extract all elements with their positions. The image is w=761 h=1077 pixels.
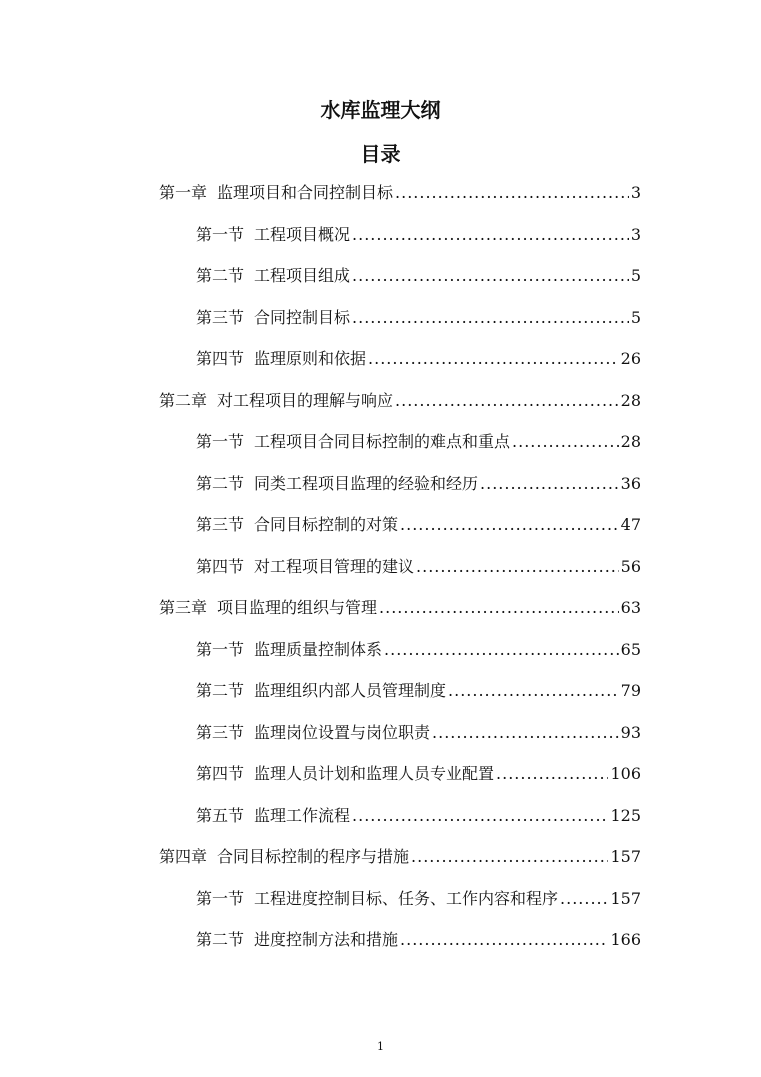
- toc-entry-page: 5: [630, 266, 641, 285]
- toc-entry-title: 同类工程项目监理的经验和经历: [254, 474, 479, 493]
- toc-entry-label: 第三节: [196, 308, 245, 327]
- toc-dot-leader: [400, 927, 608, 953]
- toc-entry-label: 第四节: [196, 557, 245, 576]
- document-title: 水库监理大纲: [320, 98, 441, 122]
- toc-dot-leader: [432, 720, 619, 746]
- toc-entry-label: 第五节: [196, 806, 245, 825]
- toc-entry-title: 监理人员计划和监理人员专业配置: [254, 764, 495, 783]
- toc-entry-section[interactable]: [196, 222, 641, 248]
- toc-entry-section[interactable]: [196, 554, 641, 580]
- toc-entry-title: 项目监理的组织与管理: [217, 598, 378, 617]
- toc-dot-leader: [368, 346, 619, 372]
- toc-entry-title: 监理项目和合同控制目标: [217, 183, 394, 202]
- toc-dot-leader: [384, 637, 619, 663]
- toc-entry-section[interactable]: [196, 429, 641, 455]
- toc-entry-label: 第二章: [159, 391, 208, 410]
- toc-entry-section[interactable]: [196, 927, 641, 953]
- toc-entry-page: 65: [620, 640, 641, 659]
- toc-entry-page: 125: [610, 806, 641, 825]
- toc-dot-leader: [379, 595, 619, 621]
- toc-entry-section[interactable]: [196, 886, 641, 912]
- toc-entry-title: 合同控制目标: [254, 308, 351, 327]
- toc-entry-title: 进度控制方法和措施: [254, 930, 399, 949]
- toc-dot-leader: [395, 388, 619, 414]
- toc-entry-section[interactable]: [196, 803, 641, 829]
- toc-dot-leader: [512, 429, 619, 455]
- toc-entry-section[interactable]: [196, 512, 641, 538]
- toc-entry-page: 79: [620, 681, 641, 700]
- toc-entry-page: 157: [610, 889, 641, 908]
- toc-entry-label: 第二节: [196, 266, 245, 285]
- toc-entry-label: 第二节: [196, 474, 245, 493]
- toc-entry-page: 63: [620, 598, 641, 617]
- toc-entry-label: 第一节: [196, 889, 245, 908]
- toc-entry-page: 3: [630, 225, 641, 244]
- toc-entry-label: 第四节: [196, 764, 245, 783]
- toc-entry-chapter[interactable]: [159, 844, 641, 870]
- toc-entry-page: 56: [620, 557, 641, 576]
- toc-entry-label: 第三章: [159, 598, 208, 617]
- toc-entry-section[interactable]: [196, 637, 641, 663]
- toc-entry-page: 28: [620, 432, 641, 451]
- toc-entry-title: 监理组织内部人员管理制度: [254, 681, 447, 700]
- toc-entry-page: 47: [620, 515, 641, 534]
- toc-dot-leader: [352, 305, 629, 331]
- toc-entry-page: 93: [620, 723, 641, 742]
- toc-entry-label: 第一节: [196, 640, 245, 659]
- toc-entry-title: 对工程项目的理解与响应: [217, 391, 394, 410]
- toc-entry-title: 监理岗位设置与岗位职责: [254, 723, 431, 742]
- toc-entry-label: 第一节: [196, 225, 245, 244]
- toc-dot-leader: [448, 678, 619, 704]
- toc-dot-leader: [400, 512, 619, 538]
- toc-dot-leader: [352, 263, 629, 289]
- toc-entry-title: 监理工作流程: [254, 806, 351, 825]
- toc-dot-leader: [352, 222, 629, 248]
- toc-entry-title: 工程进度控制目标、任务、工作内容和程序: [254, 889, 559, 908]
- toc-entry-section[interactable]: [196, 471, 641, 497]
- toc-dot-leader: [411, 844, 608, 870]
- toc-entry-title: 监理质量控制体系: [254, 640, 383, 659]
- toc-entry-chapter[interactable]: [159, 180, 641, 206]
- toc-entry-page: 106: [610, 764, 641, 783]
- toc-entry-page: 157: [610, 847, 641, 866]
- toc-entry-label: 第一节: [196, 432, 245, 451]
- toc-entry-page: 28: [620, 391, 641, 410]
- toc-entry-section[interactable]: [196, 346, 641, 372]
- toc-dot-leader: [352, 803, 608, 829]
- toc-entry-section[interactable]: [196, 761, 641, 787]
- toc-entry-page: 166: [610, 930, 641, 949]
- toc-entry-label: 第四章: [159, 847, 208, 866]
- page-number: 1: [377, 1040, 384, 1053]
- toc-entry-title: 对工程项目管理的建议: [254, 557, 415, 576]
- toc-entry-label: 第三节: [196, 723, 245, 742]
- toc-entry-label: 第一章: [159, 183, 208, 202]
- toc-entry-label: 第二节: [196, 930, 245, 949]
- toc-entry-title: 合同目标控制的对策: [254, 515, 399, 534]
- toc-entry-page: 36: [620, 474, 641, 493]
- toc-entry-section[interactable]: [196, 720, 641, 746]
- toc-entry-chapter[interactable]: [159, 388, 641, 414]
- toc-heading: 目录: [360, 142, 401, 166]
- toc-entry-label: 第二节: [196, 681, 245, 700]
- toc-entry-page: 26: [620, 349, 641, 368]
- toc-entry-label: 第三节: [196, 515, 245, 534]
- toc-dot-leader: [395, 180, 629, 206]
- toc-entry-chapter[interactable]: [159, 595, 641, 621]
- toc-entry-page: 3: [630, 183, 641, 202]
- toc-entry-title: 工程项目合同目标控制的难点和重点: [254, 432, 511, 451]
- toc-entry-title: 合同目标控制的程序与措施: [217, 847, 410, 866]
- toc-dot-leader: [480, 471, 619, 497]
- toc-entry-section[interactable]: [196, 678, 641, 704]
- toc-dot-leader: [560, 886, 608, 912]
- toc-entry-title: 工程项目组成: [254, 266, 351, 285]
- toc-entry-section[interactable]: [196, 263, 641, 289]
- toc-entry-page: 5: [630, 308, 641, 327]
- toc-entry-title: 监理原则和依据: [254, 349, 367, 368]
- toc-entry-label: 第四节: [196, 349, 245, 368]
- toc-dot-leader: [496, 761, 608, 787]
- toc-dot-leader: [416, 554, 619, 580]
- toc-entry-section[interactable]: [196, 305, 641, 331]
- toc-entry-title: 工程项目概况: [254, 225, 351, 244]
